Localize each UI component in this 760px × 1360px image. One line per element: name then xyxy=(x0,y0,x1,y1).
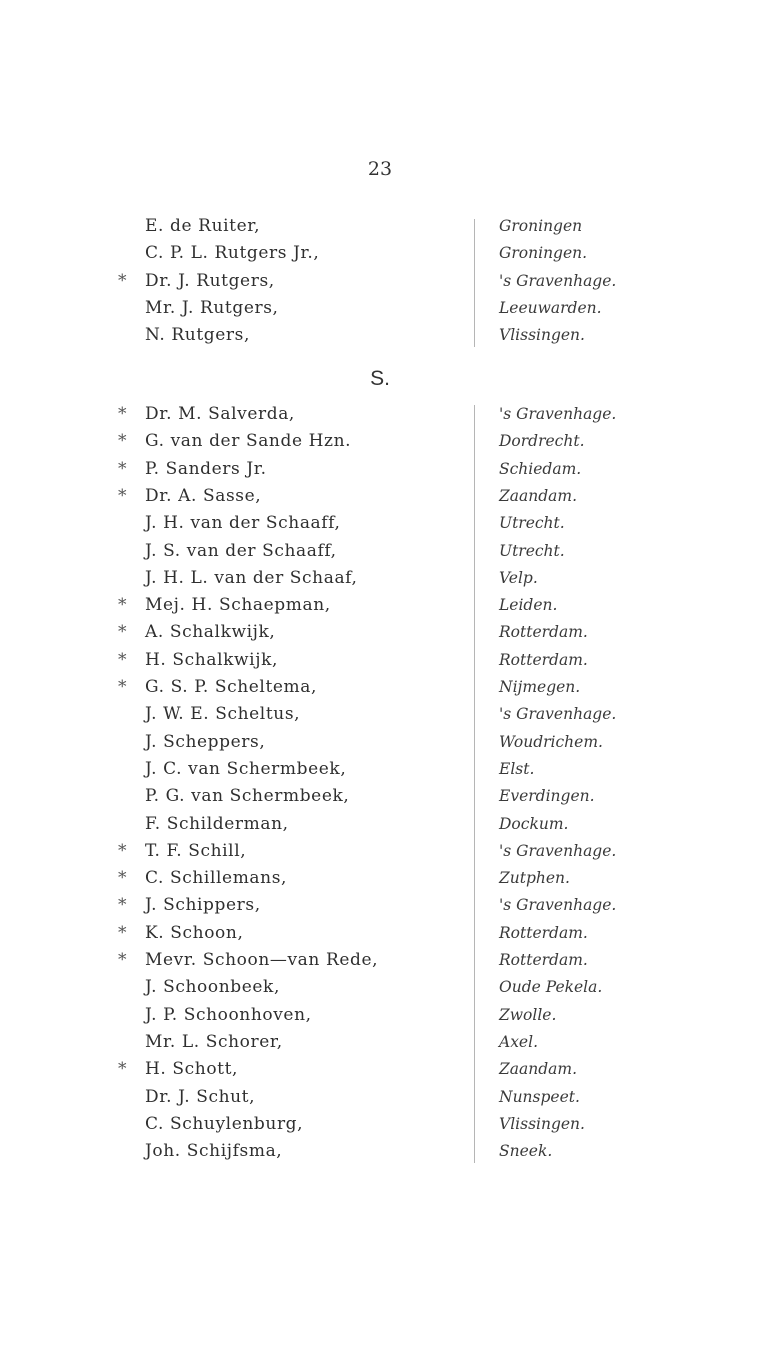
list-item xyxy=(0,1056,760,1083)
member-place: Sneek. xyxy=(499,1142,553,1161)
member-name: C. Schillemans, xyxy=(145,868,288,889)
member-place: Rotterdam. xyxy=(499,923,588,942)
member-place: Rotterdam. xyxy=(499,650,588,669)
list-item xyxy=(0,729,760,756)
member-place: Axel. xyxy=(499,1032,538,1051)
member-name: P. G. van Schermbeek, xyxy=(145,786,350,807)
member-marker: * xyxy=(118,622,127,643)
member-name: J. H. van der Schaaff, xyxy=(145,513,341,534)
member-name: J. S. van der Schaaff, xyxy=(145,540,337,561)
list-item xyxy=(0,619,760,646)
member-marker: * xyxy=(118,840,127,861)
member-marker: * xyxy=(118,458,127,479)
member-name: J. Schippers, xyxy=(145,895,261,916)
list-item xyxy=(0,1002,760,1029)
list-item xyxy=(0,428,760,455)
list-item xyxy=(0,592,760,619)
member-place: Schiedam. xyxy=(499,459,582,478)
member-place: 's Gravenhage. xyxy=(499,271,617,290)
list-item xyxy=(0,920,760,947)
member-name: J. P. Schoonhoven, xyxy=(145,1004,312,1025)
list-item xyxy=(0,783,760,810)
member-name: C. P. L. Rutgers Jr., xyxy=(145,243,320,264)
list-item xyxy=(0,268,760,295)
list-item xyxy=(0,674,760,701)
member-name: N. Rutgers, xyxy=(145,325,250,346)
list-item xyxy=(0,756,760,783)
member-name: H. Schalkwijk, xyxy=(145,649,278,670)
member-place: Rotterdam. xyxy=(499,623,588,642)
member-name: Dr. M. Salverda, xyxy=(145,404,295,424)
member-name: Dr. J. Schut, xyxy=(145,1086,256,1107)
member-name: J. H. L. van der Schaaf, xyxy=(145,567,358,588)
list-item xyxy=(0,295,760,322)
list-item xyxy=(0,456,760,483)
member-place: Dockum. xyxy=(499,814,569,833)
member-name: G. S. P. Scheltema, xyxy=(145,677,317,697)
member-place: Leeuwarden. xyxy=(499,298,602,317)
list-item xyxy=(0,1111,760,1138)
list-item xyxy=(0,322,760,349)
member-name: J. Schoonbeek, xyxy=(145,977,280,998)
member-place: Zwolle. xyxy=(499,1005,557,1024)
member-place: 's Gravenhage. xyxy=(499,705,617,724)
member-place: Nunspeet. xyxy=(499,1087,580,1106)
member-marker: * xyxy=(118,922,127,943)
member-place: Groningen xyxy=(499,217,583,235)
list-item xyxy=(0,701,760,728)
member-name: J. Scheppers, xyxy=(145,731,266,752)
member-place: Dordrecht. xyxy=(499,432,585,451)
member-name: Joh. Schijfsma, xyxy=(145,1141,283,1162)
member-marker: * xyxy=(118,485,127,506)
member-name: E. de Ruiter, xyxy=(145,216,261,236)
member-place: 's Gravenhage. xyxy=(499,405,617,423)
member-name: T. F. Schill, xyxy=(145,840,247,861)
list-item xyxy=(0,1029,760,1056)
member-place: Woudrichem. xyxy=(499,732,603,751)
column-divider xyxy=(474,405,475,1163)
member-place: Zaandam. xyxy=(499,486,578,505)
member-marker: * xyxy=(118,404,127,424)
member-marker: * xyxy=(118,677,127,697)
list-item xyxy=(0,947,760,974)
section-letter-heading: S. xyxy=(370,367,390,390)
list-item xyxy=(0,565,760,592)
list-item xyxy=(0,510,760,537)
list-item xyxy=(0,401,760,428)
member-name: Mr. J. Rutgers, xyxy=(145,297,279,318)
list-item xyxy=(0,213,760,240)
list-item xyxy=(0,240,760,267)
member-name: Mej. H. Schaepman, xyxy=(145,595,331,616)
page-number: 23 xyxy=(367,158,393,180)
member-place: Everdingen. xyxy=(499,787,595,806)
member-marker: * xyxy=(118,1059,127,1080)
member-place: Zutphen. xyxy=(499,869,570,888)
member-name: C. Schuylenburg, xyxy=(145,1113,304,1134)
member-place: Utrecht. xyxy=(499,541,565,560)
member-name: Dr. J. Rutgers, xyxy=(145,270,275,291)
list-item xyxy=(0,892,760,919)
list-item xyxy=(0,647,760,674)
member-place: Groningen. xyxy=(499,244,588,263)
member-place: Elst. xyxy=(499,759,535,778)
member-place: Oude Pekela. xyxy=(499,978,603,997)
member-place: 's Gravenhage. xyxy=(499,841,617,860)
list-item xyxy=(0,1138,760,1165)
member-name: G. van der Sande Hzn. xyxy=(145,431,352,452)
member-place: Zaandam. xyxy=(499,1060,578,1079)
list-item xyxy=(0,1084,760,1111)
column-divider xyxy=(474,219,475,347)
member-name: J. C. van Schermbeek, xyxy=(145,758,347,779)
member-name: Mevr. Schoon—van Rede, xyxy=(145,950,379,970)
member-place: Leiden. xyxy=(499,596,558,615)
member-place: Nijmegen. xyxy=(499,678,581,696)
member-name: Mr. L. Schorer, xyxy=(145,1031,283,1052)
member-name: J. W. E. Scheltus, xyxy=(145,704,301,725)
member-name: A. Schalkwijk, xyxy=(145,622,276,643)
member-name: P. Sanders Jr. xyxy=(145,458,267,479)
list-item xyxy=(0,865,760,892)
member-name: F. Schilderman, xyxy=(145,813,289,834)
member-marker: * xyxy=(118,868,127,889)
member-marker: * xyxy=(118,649,127,670)
list-item xyxy=(0,838,760,865)
list-item xyxy=(0,483,760,510)
member-place: 's Gravenhage. xyxy=(499,896,617,915)
member-place: Velp. xyxy=(499,568,538,587)
member-marker: * xyxy=(118,431,127,452)
member-place: Vlissingen. xyxy=(499,1114,585,1133)
member-marker: * xyxy=(118,270,127,291)
member-name: Dr. A. Sasse, xyxy=(145,485,262,506)
member-marker: * xyxy=(118,895,127,916)
list-item xyxy=(0,538,760,565)
member-name: H. Schott, xyxy=(145,1059,239,1080)
list-item xyxy=(0,811,760,838)
member-name: K. Schoon, xyxy=(145,922,244,943)
member-marker: * xyxy=(118,595,127,616)
member-place: Rotterdam. xyxy=(499,951,588,969)
member-place: Vlissingen. xyxy=(499,326,585,345)
list-item xyxy=(0,974,760,1001)
member-place: Utrecht. xyxy=(499,514,565,533)
member-marker: * xyxy=(118,950,127,970)
